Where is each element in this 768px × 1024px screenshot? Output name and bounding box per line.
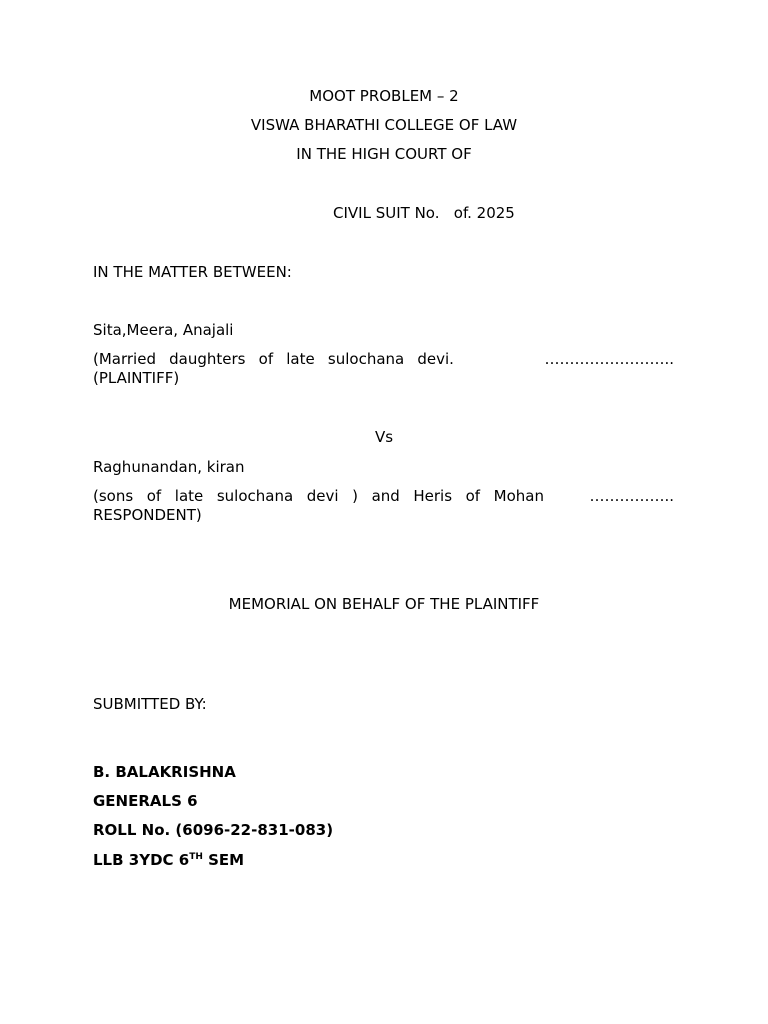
respondent-desc-word: of <box>146 487 162 505</box>
plaintiff-desc-word: sulochana <box>327 350 405 368</box>
plaintiff-desc-word: late <box>286 350 315 368</box>
versus-label: Vs <box>374 428 394 446</box>
respondent-role: RESPONDENT) <box>93 506 202 524</box>
respondent-desc-word: and <box>371 487 400 505</box>
course-suffix: SEM <box>202 851 245 869</box>
submitter-section: GENERALS 6 <box>93 792 198 810</box>
submitter-name: B. BALAKRISHNA <box>93 763 236 781</box>
respondent-desc-word: ) <box>352 487 358 505</box>
civil-suit-number: CIVIL SUIT No. of. 2025 <box>333 204 515 222</box>
plaintiff-dots: …………………….. <box>544 350 674 368</box>
college-name: VISWA BHARATHI COLLEGE OF LAW <box>250 116 518 134</box>
respondent-desc-words <box>93 487 544 506</box>
respondent-desc-word: of <box>465 487 481 505</box>
plaintiff-desc-word: (Married <box>93 350 156 368</box>
respondents-names: Raghunandan, kiran <box>93 458 245 476</box>
plaintiff-desc-word: of <box>258 350 274 368</box>
plaintiff-desc-words <box>93 350 454 369</box>
submitted-by-label: SUBMITTED BY: <box>93 695 207 713</box>
respondent-desc-word: sulochana <box>216 487 294 505</box>
submitter-roll-number: ROLL No. (6096-22-831-083) <box>93 821 334 839</box>
respondent-desc-word: (sons <box>93 487 134 505</box>
respondent-desc-word: devi <box>306 487 339 505</box>
matter-heading: IN THE MATTER BETWEEN: <box>93 263 292 281</box>
course-prefix: LLB 3YDC 6 <box>93 851 190 869</box>
plaintiffs-names: Sita,Meera, Anajali <box>93 321 234 339</box>
plaintiff-description-line <box>93 350 674 369</box>
moot-problem-title: MOOT PROBLEM – 2 <box>309 87 459 105</box>
course-superscript: TH <box>189 852 203 862</box>
plaintiff-desc-word: devi. <box>417 350 454 368</box>
respondent-desc-word: Mohan <box>493 487 544 505</box>
court-name: IN THE HIGH COURT OF <box>296 145 472 163</box>
respondent-desc-word: Heris <box>413 487 453 505</box>
plaintiff-description <box>93 350 674 388</box>
submitter-course <box>93 851 244 870</box>
plaintiff-role: (PLAINTIFF) <box>93 369 180 387</box>
plaintiff-desc-word: daughters <box>169 350 246 368</box>
respondent-dots: …………….. <box>589 487 674 505</box>
memorial-title: MEMORIAL ON BEHALF OF THE PLAINTIFF <box>228 595 540 613</box>
respondent-description <box>93 487 674 525</box>
respondent-desc-word: late <box>174 487 204 505</box>
respondent-description-line <box>93 487 674 506</box>
